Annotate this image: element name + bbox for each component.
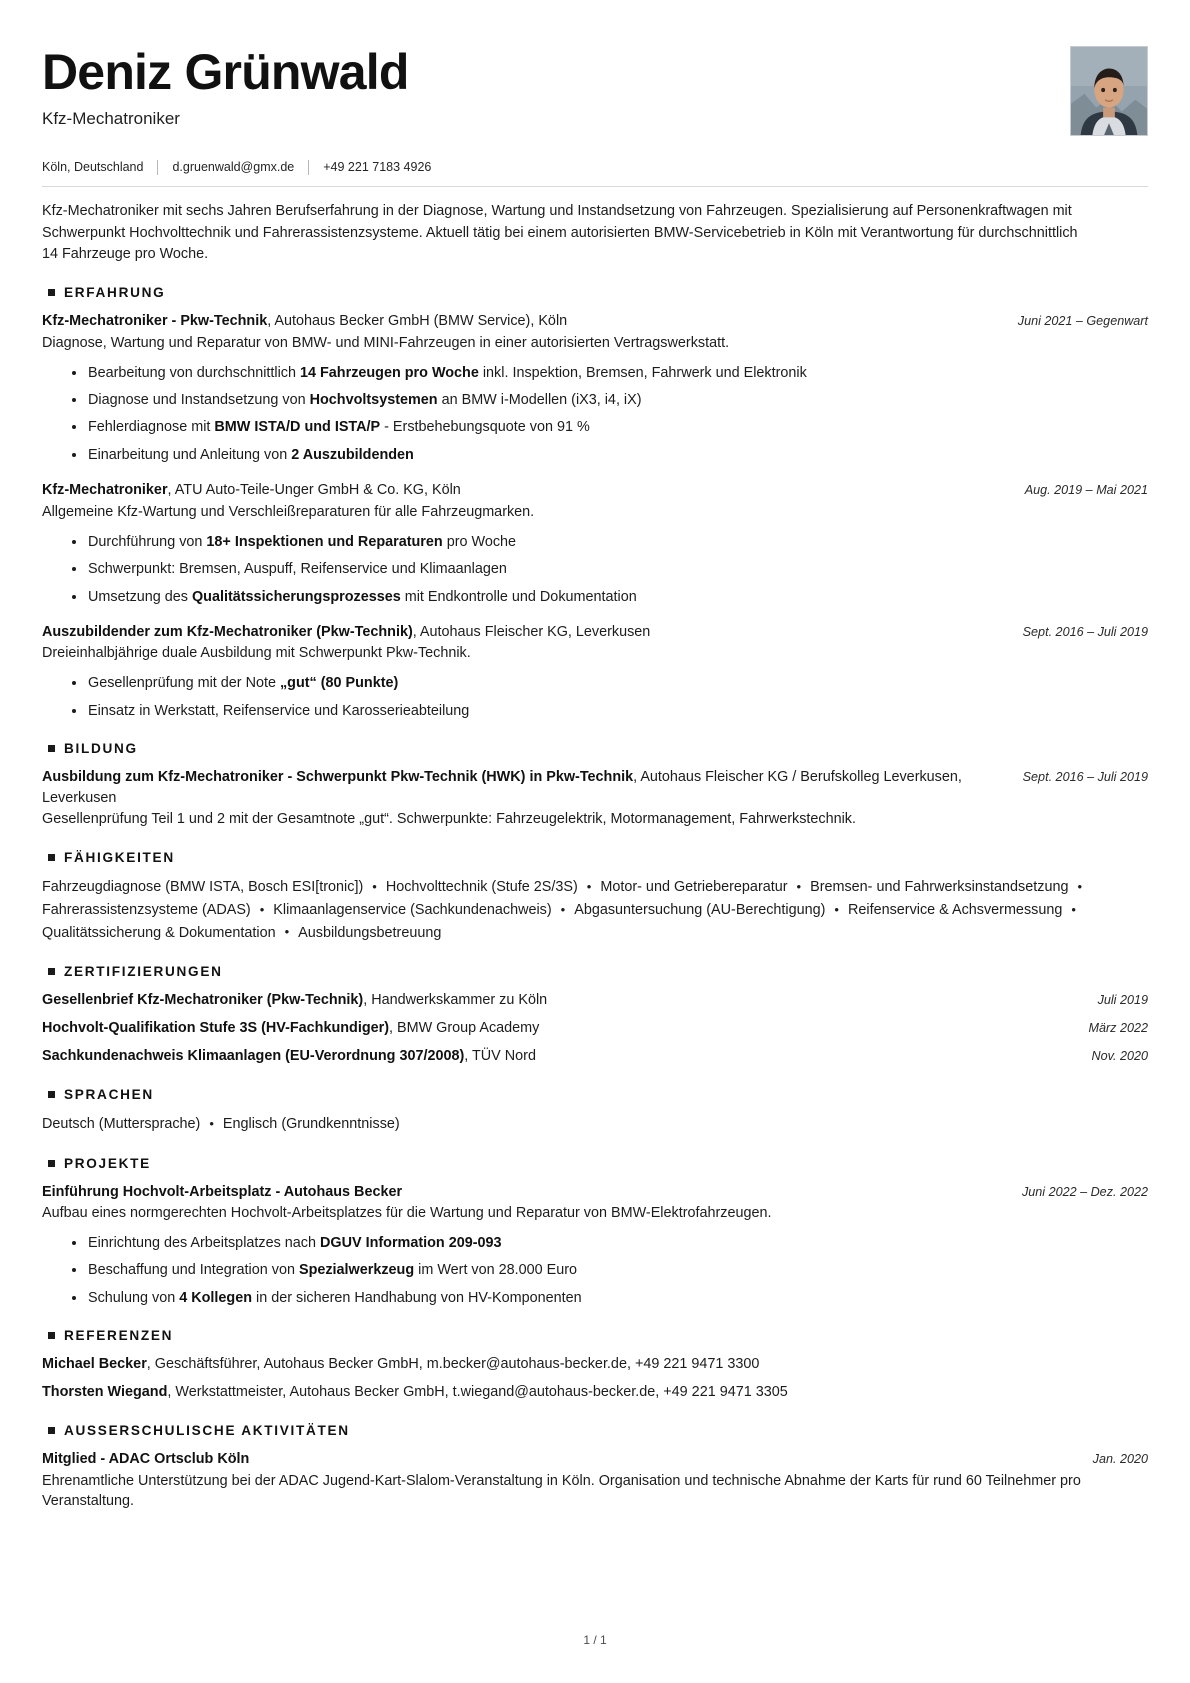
header-divider [42, 186, 1148, 187]
portrait-photo-icon [1071, 47, 1147, 135]
section-heading-extracurricular [42, 1423, 1148, 1438]
entry-title: Auszubildender zum Kfz-Mechatroniker (Pkw-Technik) [42, 624, 413, 641]
certification-name: Sachkundenachweis Klimaanlagen (EU-Verordnung 307/2008), TÜV Nord [42, 1048, 536, 1065]
bullet-emphasis: 18+ Inspektionen und Reparaturen [206, 533, 443, 550]
contact-email[interactable]: d.gruenwald@gmx.de [172, 160, 295, 174]
experience-role: Kfz-Mechatroniker - Pkw-Technik, Autohaus Becker GmbH (BMW Service), Köln [42, 313, 568, 330]
entry-header-row [42, 480, 1148, 500]
skill-separator-dot: • [372, 878, 377, 894]
section-heading-references [42, 1328, 1148, 1343]
certification-date: Juli 2019 [1097, 993, 1148, 1008]
skill-item: Klimaanlagenservice (Sachkundenachweis) [273, 901, 552, 918]
avatar [1070, 46, 1148, 136]
header-job-title: Kfz-Mechatroniker [42, 109, 180, 128]
bullet-emphasis: DGUV Information 209-093 [320, 1234, 502, 1251]
entry-title: Mitglied - ADAC Ortsclub Köln [42, 1451, 250, 1468]
experience-date: Sept. 2016 – Juli 2019 [1022, 625, 1148, 640]
experience-description: Diagnose, Wartung und Reparatur von BMW- und MINI-Fahrzeugen in einer autorisierten Vertragswerkstatt. [42, 334, 730, 351]
skill-item: Reifenservice & Achsvermessung [847, 901, 1063, 918]
section-references [42, 1328, 1148, 1403]
skill-item: Ausbildungsbetreuung [298, 924, 442, 941]
certification-date: Nov. 2020 [1091, 1049, 1148, 1064]
education-date: Sept. 2016 – Juli 2019 [1022, 770, 1148, 785]
extracurricular-entry [42, 1449, 1148, 1512]
bullet-item: Einarbeitung und Anleitung von 2 Auszubildenden [72, 445, 1148, 465]
reference-entry: Michael Becker, Geschäftsführer, Autohaus Becker GmbH, m.becker@autohaus-becker.de, +49 221 9471 3300 [42, 1356, 760, 1373]
certification-name: Gesellenbrief Kfz-Mechatroniker (Pkw-Technik), Handwerkskammer zu Köln [42, 992, 548, 1009]
square-bullet-icon [48, 1427, 55, 1434]
reference-name: Thorsten Wiegand [42, 1384, 168, 1401]
bullet-emphasis: Qualitätssicherungsprozesses [191, 588, 401, 605]
skills-list [42, 876, 1097, 944]
contact-bar [42, 159, 1148, 175]
project-entry [42, 1182, 1148, 1309]
certification-date: März 2022 [1088, 1021, 1148, 1036]
bullet-item: Beschaffung und Integration von Spezialwerkzeug im Wert von 28.000 Euro [72, 1260, 1148, 1280]
bullet-emphasis: 4 Kollegen [179, 1289, 252, 1306]
bullet-item: Fehlerdiagnose mit BMW ISTA/D und ISTA/P - Erstbehebungsquote von 91 % [72, 417, 1148, 437]
square-bullet-icon [48, 1332, 55, 1339]
skill-separator-dot: • [560, 901, 566, 917]
entry-title: Kfz-Mechatroniker - Pkw-Technik [42, 313, 268, 330]
bullet-emphasis: Spezialwerkzeug [298, 1262, 415, 1279]
education-details: Gesellenprüfung Teil 1 und 2 mit der Gesamtnote „gut“. Schwerpunkte: Fahrzeugelektrik, Motormanagement, Fahrwerkstechnik. [42, 811, 856, 828]
certification-name: Hochvolt-Qualifikation Stufe 3S (HV-Fachkundiger), BMW Group Academy [42, 1020, 540, 1037]
education-entry [42, 767, 1148, 830]
experience-entry [42, 311, 1148, 465]
section-title-text: FÄHIGKEITEN [64, 850, 175, 866]
entry-title: Kfz-Mechatroniker [42, 482, 168, 499]
skill-item: Fahrzeugdiagnose (BMW ISTA, Bosch ESI[tronic]) [42, 879, 364, 896]
certification-entry [42, 990, 1148, 1011]
reference-entry: Thorsten Wiegand, Werkstattmeister, Autohaus Becker GmbH, t.wiegand@autohaus-becker.de, +49 221 9471 3305 [42, 1384, 788, 1401]
section-heading-experience [42, 285, 1148, 300]
bullet-emphasis: „gut“ (80 Punkte) [279, 675, 399, 692]
bullet-list [42, 673, 1148, 721]
square-bullet-icon [48, 1091, 55, 1098]
contact-phone[interactable]: +49 221 7183 4926 [323, 160, 432, 174]
contact-location: Köln, Deutschland [42, 160, 144, 174]
skill-item: Bremsen- und Fahrwerksinstandsetzung [810, 879, 1069, 896]
skill-item: Hochvolttechnik (Stufe 2S/3S) [385, 879, 578, 896]
skill-item: Qualitätssicherung & Dokumentation [42, 924, 276, 941]
bullet-item: Einrichtung des Arbeitsplatzes nach DGUV Information 209-093 [72, 1233, 1148, 1253]
extracurricular-entry-list [42, 1449, 1148, 1512]
page-footer [0, 1633, 1190, 1647]
section-title-text: ZERTIFIZIERUNGEN [64, 964, 223, 980]
section-certifications [42, 964, 1148, 1067]
certification-title: Gesellenbrief Kfz-Mechatroniker (Pkw-Technik) [42, 992, 364, 1009]
experience-entry [42, 622, 1148, 721]
section-skills [42, 850, 1148, 944]
extracurricular-description: Ehrenamtliche Unterstützung bei der ADAC Jugend-Kart-Slalom-Veranstaltung in Köln. Organisation und technische Abnahme der Karts für rund 60 Teilnehmer pro Veranstaltung. [42, 1472, 1081, 1510]
entry-header-row [42, 311, 1148, 331]
square-bullet-icon [48, 854, 55, 861]
section-languages [42, 1087, 1148, 1136]
section-title-text: REFERENZEN [64, 1328, 174, 1344]
bullet-emphasis: 14 Fahrzeugen pro Woche [300, 364, 479, 381]
resume-header [42, 44, 1148, 136]
section-heading-certifications [42, 964, 1148, 979]
entry-title: Einführung Hochvolt-Arbeitsplatz - Autohaus Becker [42, 1183, 403, 1200]
entry-header-row [42, 767, 1148, 808]
certification-entry [42, 1018, 1148, 1039]
experience-entry-list [42, 311, 1148, 721]
experience-date: Aug. 2019 – Mai 2021 [1024, 483, 1148, 498]
square-bullet-icon [48, 289, 55, 296]
experience-date: Juni 2021 – Gegenwart [1017, 314, 1148, 329]
section-title-text: ERFAHRUNG [64, 285, 166, 301]
skill-separator-dot: • [1071, 901, 1076, 917]
bullet-item: Schwerpunkt: Bremsen, Auspuff, Reifenservice und Klimaanlagen [72, 559, 1148, 579]
bullet-item: Umsetzung des Qualitätssicherungsprozesses mit Endkontrolle und Dokumentation [72, 587, 1148, 607]
section-title-text: PROJEKTE [64, 1155, 151, 1171]
skill-separator-dot: • [796, 878, 802, 894]
certification-list [42, 990, 1148, 1067]
square-bullet-icon [48, 745, 55, 752]
bullet-item: Bearbeitung von durchschnittlich 14 Fahrzeugen pro Woche inkl. Inspektion, Bremsen, Fahrwerk und Elektronik [72, 363, 1148, 383]
section-title-text: SPRACHEN [64, 1086, 154, 1102]
language-separator-dot: • [209, 1115, 214, 1131]
skill-item: Motor- und Getriebereparatur [600, 879, 788, 896]
skill-item: Fahrerassistenzsysteme (ADAS) [42, 901, 251, 918]
project-entry-list [42, 1182, 1148, 1309]
bullet-item: Durchführung von 18+ Inspektionen und Reparaturen pro Woche [72, 532, 1148, 552]
skill-separator-dot: • [586, 878, 592, 894]
skill-separator-dot: • [284, 924, 290, 940]
section-education [42, 741, 1148, 830]
square-bullet-icon [48, 1160, 55, 1167]
section-title-text: BILDUNG [64, 741, 138, 757]
language-item: Englisch (Grundkenntnisse) [222, 1115, 400, 1132]
certification-title: Sachkundenachweis Klimaanlagen (EU-Verordnung 307/2008) [42, 1048, 465, 1065]
bullet-item: Schulung von 4 Kollegen in der sicheren Handhabung von HV-Komponenten [72, 1288, 1148, 1308]
reference-name: Michael Becker [42, 1356, 147, 1373]
extracurricular-date: Jan. 2020 [1092, 1452, 1148, 1467]
section-title-text: AUSSERSCHULISCHE AKTIVITÄTEN [64, 1423, 350, 1439]
skill-separator-dot: • [834, 901, 839, 917]
bullet-list [42, 1233, 1148, 1308]
square-bullet-icon [48, 968, 55, 975]
section-projects [42, 1156, 1148, 1309]
languages-list [42, 1113, 1097, 1136]
contact-divider [308, 160, 309, 175]
education-entry-list [42, 767, 1148, 830]
project-description: Aufbau eines normgerechten Hochvolt-Arbeitsplatzes für die Wartung und Reparatur von BMW-Elektrofahrzeugen. [42, 1205, 772, 1222]
experience-description: Allgemeine Kfz-Wartung und Verschleißreparaturen für alle Fahrzeugmarken. [42, 503, 535, 520]
section-heading-languages [42, 1087, 1148, 1102]
entry-title: Ausbildung zum Kfz-Mechatroniker - Schwerpunkt Pkw-Technik (HWK) in Pkw-Technik [42, 769, 634, 786]
experience-entry [42, 480, 1148, 607]
project-name [42, 1182, 1000, 1202]
extracurricular-name [42, 1449, 1071, 1469]
entry-header-row [42, 1182, 1148, 1202]
experience-role: Auszubildender zum Kfz-Mechatroniker (Pkw-Technik), Autohaus Fleischer KG, Leverkusen [42, 624, 651, 641]
skill-separator-dot: • [259, 901, 265, 917]
section-heading-skills [42, 850, 1148, 865]
bullet-item: Einsatz in Werkstatt, Reifenservice und Karosserieabteilung [72, 701, 1148, 721]
contact-divider [157, 160, 158, 175]
certification-entry [42, 1046, 1148, 1067]
education-degree: Ausbildung zum Kfz-Mechatroniker - Schwerpunkt Pkw-Technik (HWK) in Pkw-Technik, Autohaus Fleischer KG / Berufskolleg Leverkusen, Leverkusen [42, 769, 962, 806]
skill-item: Abgasuntersuchung (AU-Berechtigung) [574, 901, 826, 918]
bullet-item: Gesellenprüfung mit der Note „gut“ (80 Punkte) [72, 673, 1148, 693]
section-heading-projects [42, 1156, 1148, 1171]
bullet-list [42, 532, 1148, 607]
page-indicator: 1 / 1 [583, 1633, 607, 1647]
skill-separator-dot: • [1077, 878, 1083, 894]
entry-header-row [42, 622, 1148, 642]
bullet-list [42, 363, 1148, 466]
bullet-emphasis: Hochvoltsystemen [309, 391, 438, 408]
experience-role: Kfz-Mechatroniker, ATU Auto-Teile-Unger GmbH & Co. KG, Köln [42, 482, 461, 499]
section-heading-education [42, 741, 1148, 756]
bullet-emphasis: BMW ISTA/D und ISTA/P [214, 419, 381, 436]
language-item: Deutsch (Muttersprache) [42, 1115, 201, 1132]
section-extracurricular [42, 1423, 1148, 1512]
reference-list [42, 1354, 1148, 1403]
bullet-item: Diagnose und Instandsetzung von Hochvoltsystemen an BMW i-Modellen (iX3, i4, iX) [72, 390, 1148, 410]
project-date: Juni 2022 – Dez. 2022 [1021, 1184, 1148, 1199]
certification-title: Hochvolt-Qualifikation Stufe 3S (HV-Fachkundiger) [42, 1020, 390, 1037]
bullet-emphasis: 2 Auszubildenden [291, 446, 414, 463]
header-text-block [42, 44, 1070, 129]
experience-description: Dreieinhalbjährige duale Ausbildung mit Schwerpunkt Pkw-Technik. [42, 645, 471, 662]
professional-summary: Kfz-Mechatroniker mit sechs Jahren Berufserfahrung in der Diagnose, Wartung und Instandsetzung von Fahrzeugen. Spezialisierung auf Personenkraftwagen mit Schwerpunkt Hochvolttechnik und Fahrerassistenzsysteme. Aktuell tätig bei einem autorisierten BMW-Servicebetrieb in Köln mit Verantwortung für durchschnittlich 14 Fahrzeuge pro Woche. [42, 203, 1078, 262]
section-experience [42, 285, 1148, 721]
page-title: Deniz Grünwald [42, 44, 409, 100]
entry-header-row [42, 1449, 1148, 1469]
